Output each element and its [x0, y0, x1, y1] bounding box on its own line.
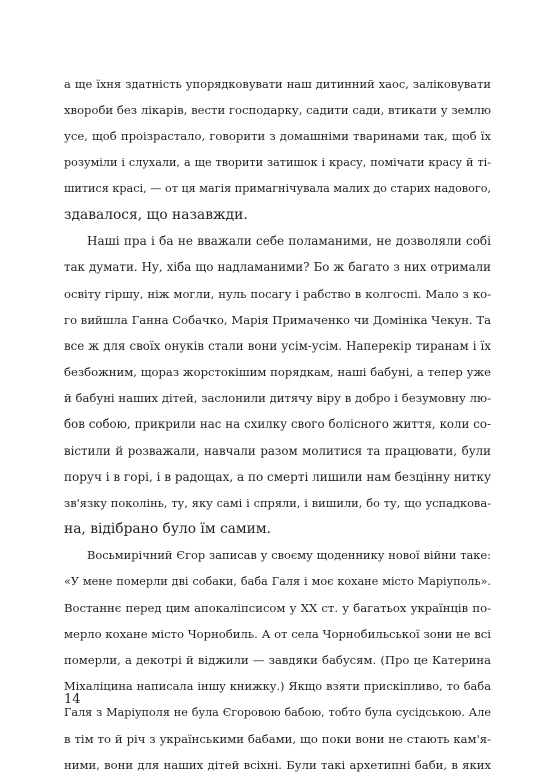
- text-line: Наші пра і ба не вважали себе поламаними, не дозволяли собі: [87, 234, 491, 249]
- text-line: так думати. Ну, хіба що надламаними? Бо ж багато з них отримали: [64, 260, 491, 275]
- text-line: розуміли і слухали, а ще творити затишок і красу, помічати красу й ті-: [64, 155, 491, 169]
- page-number: 14: [64, 692, 81, 707]
- text-line: в тім то й річ з українськими бабами, що поки вони не стають кам'я-: [64, 731, 491, 746]
- text-line: Галя з Маріуполя не була Єгоровою бабою, тобто була сусідською. Але: [64, 705, 491, 719]
- text-line: бов собою, прикрили нас на схилку свого болісного життя, коли со-: [64, 417, 491, 432]
- text-line: хвороби без лікарів, вести господарку, садити сади, втикати у землю: [64, 103, 491, 118]
- text-line: безбожним, щораз жорстокішим порядкам, наші бабуні, а тепер уже: [64, 365, 491, 380]
- text-line: усе, щоб проізрастало, говорити з домашніми тваринами так, щоб їх: [64, 129, 491, 144]
- text-line: «У мене померли дві собаки, баба Галя і моє кохане місто Маріуполь».: [64, 574, 491, 588]
- text-line: Востаннє перед цим апокаліпсисом у XX ст. у багатьох українців по-: [64, 600, 491, 615]
- text-line: ними, вони для наших дітей всіхні. Були такі архетипні баби, в яких: [64, 757, 491, 772]
- text-line: й бабуні наших дітей, заслонили дитячу віру в добро і безумовну лю-: [64, 391, 491, 406]
- text-line: померли, а декотрі й віджили — завдяки бабусям. (Про це Катерина: [64, 653, 491, 668]
- text-line: мерло кохане місто Чорнобиль. А от села Чорнобильської зони не всі: [64, 626, 491, 641]
- text-line: вістили й розважали, навчали разом молитися та працювати, були: [64, 443, 491, 458]
- text-line: на, відібрано було їм самим.: [64, 521, 271, 538]
- text-line: здавалося, що назавжди.: [64, 206, 248, 223]
- text-line: го вийшла Ганна Собачко, Марія Примаченко чи Домініка Чекун. Та: [64, 312, 491, 327]
- text-line: освіту гіршу, ніж могли, нуль посагу і рабство в колгоспі. Мало з ко-: [64, 286, 491, 301]
- text-line: все ж для своїх онуків стали вони усім-усім. Наперекір тиранам і їх: [64, 338, 491, 353]
- text-line: Міхаліцина написала іншу книжку.) Якщо взяти прискіпливо, то баба: [64, 679, 491, 694]
- text-line: Восьмирічний Єгор записав у своєму щоденнику нової війни таке:: [87, 548, 491, 563]
- body-text: [64, 71, 491, 778]
- text-line: а ще їхня здатність упорядковувати наш дитинний хаос, заліковувати: [64, 77, 491, 91]
- text-line: поруч і в горі, і в радощах, а по смерті лишили нам безцінну нитку: [64, 469, 492, 484]
- text-line: шитися красі, — от ця магія примагнічувала малих до старих надового,: [64, 181, 491, 195]
- text-line: зв'язку поколінь, ту, яку самі і спряли, і вишили, бо ту, що успадкова-: [64, 496, 491, 510]
